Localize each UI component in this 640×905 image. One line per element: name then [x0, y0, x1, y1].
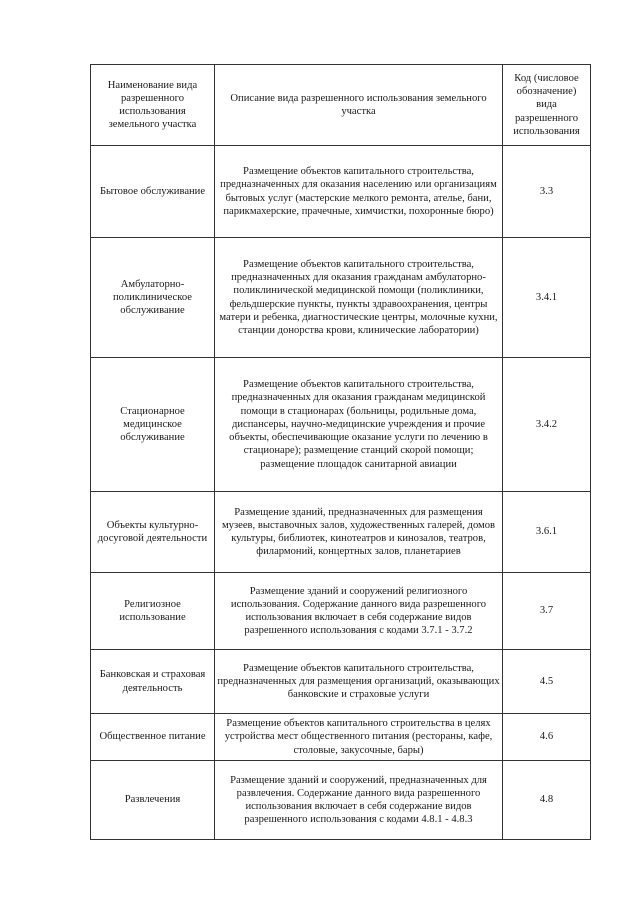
row-code: 4.8 — [503, 761, 591, 840]
land-use-table — [90, 64, 591, 840]
row-code: 3.3 — [503, 146, 591, 238]
row-name: Развлечения — [91, 761, 215, 840]
row-name: Религиозное использование — [91, 573, 215, 650]
row-name: Объекты культурно-досуговой деятельности — [91, 492, 215, 573]
row-name: Амбулаторно-поликлиническое обслуживание — [91, 238, 215, 358]
row-code: 3.6.1 — [503, 492, 591, 573]
table-row — [91, 358, 591, 492]
row-name: Стационарное медицинское обслуживание — [91, 358, 215, 492]
row-code: 4.5 — [503, 650, 591, 714]
table-row — [91, 573, 591, 650]
row-description: Размещение объектов капитального строительства, предназначенных для оказания гражданам медицинской помощи в стационарах (больницы, родильные дома, диспансеры, научно-медицинские учреждения и прочие объекты, обеспечивающие оказание услуги по лечению в стационаре); размещение станций скорой помощи; размещение площадок санитарной авиации — [215, 358, 503, 492]
row-description: Размещение объектов капитального строительства, предназначенных для оказания населению или организациям бытовых услуг (мастерские мелкого ремонта, ателье, бани, парикмахерские, прачечные, химчистки, похоронные бюро) — [215, 146, 503, 238]
table-row — [91, 238, 591, 358]
row-code: 4.6 — [503, 714, 591, 761]
row-name: Бытовое обслуживание — [91, 146, 215, 238]
row-description: Размещение зданий и сооружений религиозного использования. Содержание данного вида разрешенного использования включает в себя содержание видов разрешенного использования с кодами 3.7.1 - 3.7.2 — [215, 573, 503, 650]
row-description: Размещение объектов капитального строительства в целях устройства мест общественного питания (рестораны, кафе, столовые, закусочные, бары) — [215, 714, 503, 761]
table-header-row — [91, 65, 591, 146]
row-description: Размещение объектов капитального строительства, предназначенных для размещения организаций, оказывающих банковские и страховые услуги — [215, 650, 503, 714]
row-code: 3.4.1 — [503, 238, 591, 358]
row-name: Банковская и страховая деятельность — [91, 650, 215, 714]
table-row — [91, 761, 591, 840]
table-row — [91, 492, 591, 573]
row-name: Общественное питание — [91, 714, 215, 761]
header-description: Описание вида разрешенного использования земельного участка — [215, 65, 503, 146]
table-row — [91, 650, 591, 714]
header-code: Код (числовое обозначение) вида разрешенного использования — [503, 65, 591, 146]
row-description: Размещение зданий, предназначенных для размещения музеев, выставочных залов, художественных галерей, домов культуры, библиотек, кинотеатров и кинозалов, театров, филармоний, концертных залов, планетариев — [215, 492, 503, 573]
row-code: 3.4.2 — [503, 358, 591, 492]
row-code: 3.7 — [503, 573, 591, 650]
row-description: Размещение объектов капитального строительства, предназначенных для оказания гражданам амбулаторно-поликлинической медицинской помощи (поликлиники, фельдшерские пункты, пункты здравоохранения, центры матери и ребенка, диагностические центры, молочные кухни, станции донорства крови, клинические лаборатории) — [215, 238, 503, 358]
table-row — [91, 714, 591, 761]
table-row — [91, 146, 591, 238]
row-description: Размещение зданий и сооружений, предназначенных для развлечения. Содержание данного вида разрешенного использования включает в себя содержание видов разрешенного использования с кодами 4.8.1 - 4.8.3 — [215, 761, 503, 840]
header-name: Наименование вида разрешенного использования земельного участка — [91, 65, 215, 146]
